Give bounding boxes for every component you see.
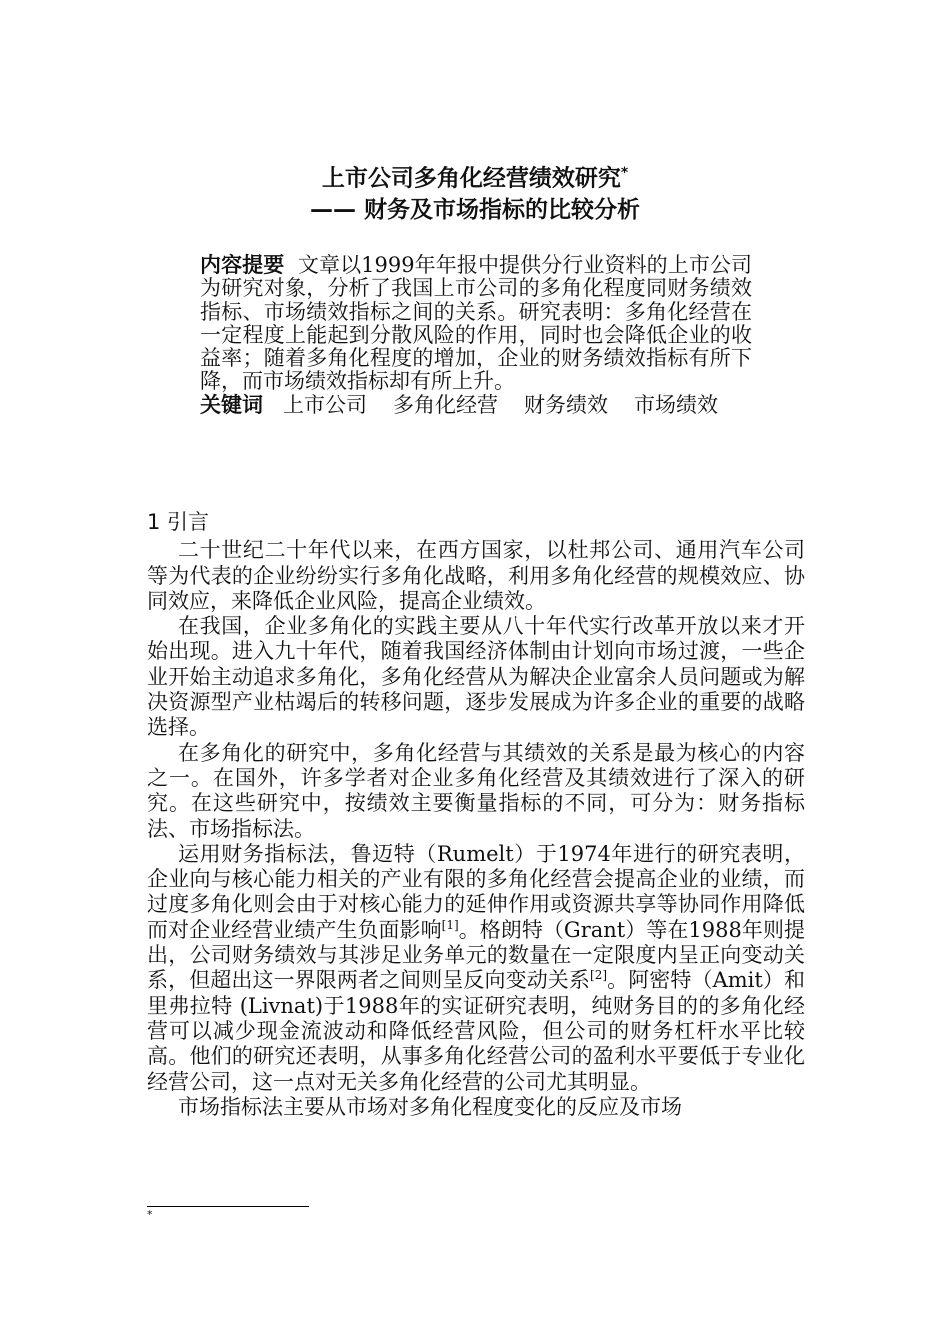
paper-title: [0, 158, 950, 194]
citation-ref[interactable]: [1]: [441, 917, 459, 932]
title-footnote-mark: *: [620, 165, 629, 181]
body-paragraph: 市场指标法主要从市场对多角化程度变化的反应及市场: [178, 1094, 682, 1119]
footnote-mark: *: [147, 1208, 153, 1221]
section-heading: 1 引言: [147, 510, 210, 534]
body-paragraph: 在我国，企业多角化的实践主要从八十年代实行改革开放以来才开始出现。进入九十年代，随着我国经济体制由计划向市场过渡，一些企业开始主动追求多角化，多角化经营从为解决企业富余人员问题或为解决资源型产业枯竭后的转移问题，逐步发展成为许多企业的重要的战略选择。: [147, 614, 805, 740]
abstract-block: [200, 254, 752, 417]
abstract-paragraph: [200, 254, 752, 394]
keywords-label: 关键词: [200, 392, 263, 417]
body-paragraph: 二十世纪二十年代以来，在西方国家，以杜邦公司、通用汽车公司等为代表的企业纷纷实行多角化战略，利用多角化经营的规模效应、协同效应，来降低企业风险，提高企业绩效。: [147, 538, 805, 613]
keyword: 多角化经营: [393, 392, 499, 417]
footnote-divider: [147, 1206, 309, 1207]
paragraph-text: 。阿密特（Amit）和里弗拉特 (Livnat)于1988年的实证研究表明，纯财务目的的多角化经营可以减少现金流波动和降低经营风险，但公司的财务杠杆水平比较高。他们的研究还表明，从事多角化经营公司的盈利水平要低于专业化经营公司，这一点对无关多角化经营的公司尤其明显。: [147, 968, 806, 1094]
paper-title-text: 上市公司多角化经营绩效研究: [321, 165, 621, 192]
paragraph-text: 。格朗特（Grant）等在1988年则提出，公司财务绩效与其涉足业务单元的数量在一定限度内呈正向变动关系，但超出这一界限两者之间则呈反向变动关系: [147, 917, 805, 993]
keyword: 财务绩效: [524, 392, 609, 417]
main-body: [147, 510, 805, 1120]
body-paragraph: [147, 842, 805, 1095]
paragraph-text: 运用财务指标法，鲁迈特（Rumelt）于1974年进行的研究表明，企业向与核心能力相关的产业有限的多角化经营会提高企业的业绩，而过度多角化则会由于对核心能力的延伸作用或资源共享等协同作用降低而对企业经营业绩产生负面影响: [147, 841, 805, 942]
keyword: 市场绩效: [634, 392, 719, 417]
keywords-line: [200, 394, 752, 417]
citation-ref[interactable]: [2]: [590, 968, 608, 983]
abstract-text: 文章以1999年年报中提供分行业资料的上市公司为研究对象，分析了我国上市公司的多角化程度同财务绩效指标、市场绩效指标之间的关系。研究表明：多角化经营在一定程度上能起到分散风险的作用，同时也会降低企业的收益率；随着多角化程度的增加，企业的财务绩效指标有所下降，而市场绩效指标却有所上升。: [200, 253, 752, 394]
abstract-label: 内容提要: [200, 253, 285, 277]
body-paragraph: 在多角化的研究中，多角化经营与其绩效的关系是最为核心的内容之一。在国外，许多学者对企业多角化经营及其绩效进行了深入的研究。在这些研究中，按绩效主要衡量指标的不同，可分为：财务指标法、市场指标法。: [147, 740, 805, 841]
keyword: 上市公司: [283, 392, 368, 417]
paper-subtitle: —— 财务及市场指标的比较分析: [309, 197, 640, 223]
